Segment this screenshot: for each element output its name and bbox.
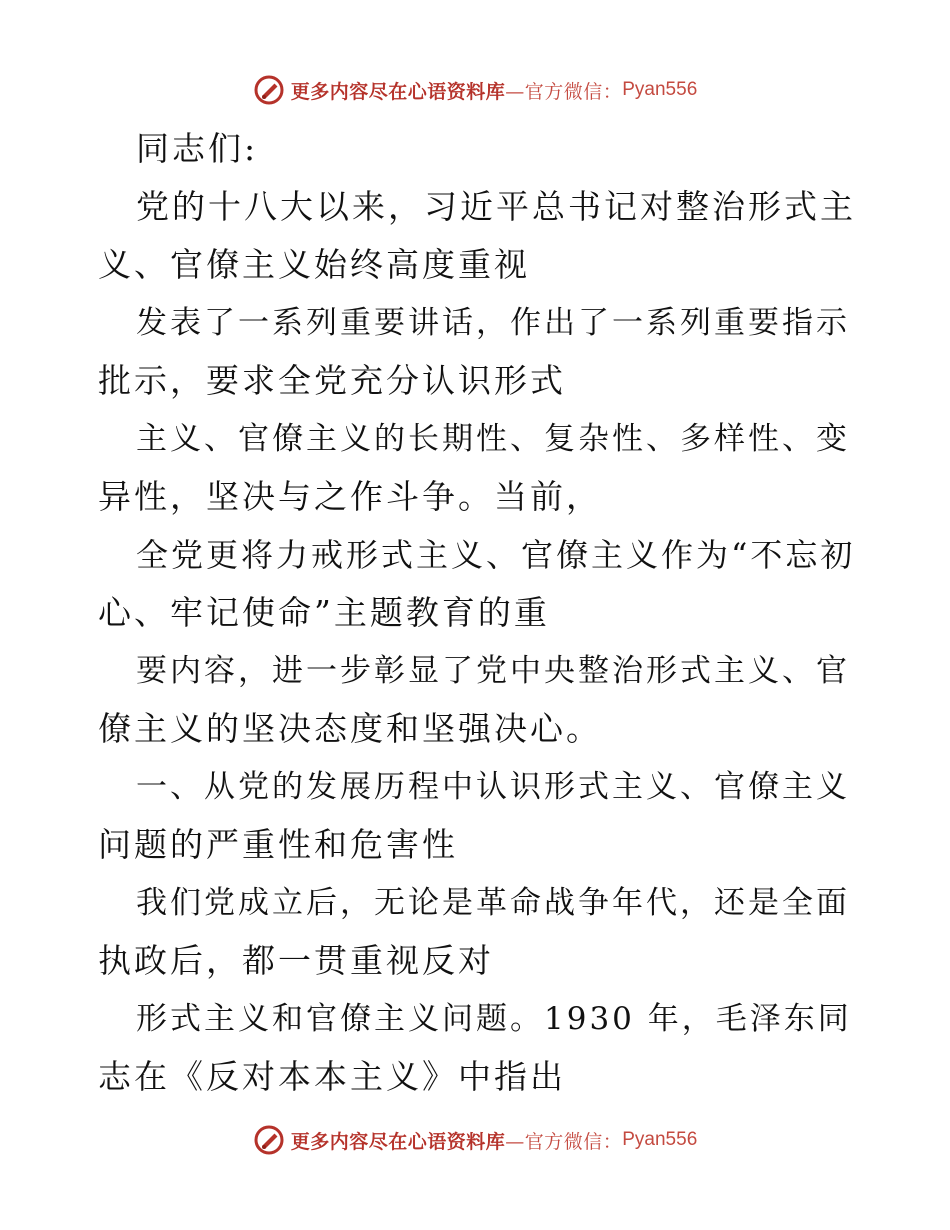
text-line: 问题的严重性和危害性 bbox=[98, 825, 458, 864]
text-line: 要内容，进一步彰显了党中央整治形式主义、官 bbox=[136, 653, 850, 689]
watermark-main-text: 更多内容尽在心语资料库 bbox=[290, 80, 506, 103]
text-line: 志在《反对本本主义》中指出 bbox=[98, 1057, 566, 1096]
text-line: 心、牢记使命”主题教育的重 bbox=[98, 593, 550, 632]
text-line: 主义、官僚主义的长期性、复杂性、多样性、变 bbox=[136, 421, 850, 457]
watermark-main-text: 更多内容尽在心语资料库 bbox=[290, 1130, 506, 1153]
brand-logo-icon bbox=[253, 74, 285, 106]
watermark-wechat-id: Pyan556 bbox=[622, 1129, 698, 1150]
text-line: 党的十八大以来，习近平总书记对整治形式主 bbox=[136, 187, 856, 226]
footer-watermark bbox=[0, 1120, 950, 1160]
text-line: 僚主义的坚决态度和坚强决心。 bbox=[98, 709, 602, 748]
brand-logo-icon bbox=[253, 1124, 285, 1156]
watermark-wechat-id: Pyan556 bbox=[622, 79, 698, 100]
text-line: 异性，坚决与之作斗争。当前， bbox=[98, 477, 602, 516]
watermark-sub-text: —官方微信： bbox=[505, 1130, 623, 1153]
text-line: 执政后，都一贯重视反对 bbox=[98, 941, 494, 980]
watermark-sub-text: —官方微信： bbox=[505, 80, 623, 103]
header-watermark bbox=[0, 70, 950, 110]
text-line: 我们党成立后，无论是革命战争年代，还是全面 bbox=[136, 885, 850, 921]
text-line: 形式主义和官僚主义问题。1930 年，毛泽东同 bbox=[136, 1001, 852, 1037]
text-line: 批示，要求全党充分认识形式 bbox=[98, 361, 566, 400]
text-line: 义、官僚主义始终高度重视 bbox=[98, 245, 530, 284]
text-line: 同志们: bbox=[136, 129, 259, 168]
text-line: 全党更将力戒形式主义、官僚主义作为“不忘初 bbox=[136, 536, 856, 574]
text-line: 一、从党的发展历程中认识形式主义、官僚主义 bbox=[136, 769, 850, 805]
text-line: 发表了一系列重要讲话，作出了一系列重要指示 bbox=[136, 305, 850, 341]
document-body bbox=[98, 120, 858, 1106]
